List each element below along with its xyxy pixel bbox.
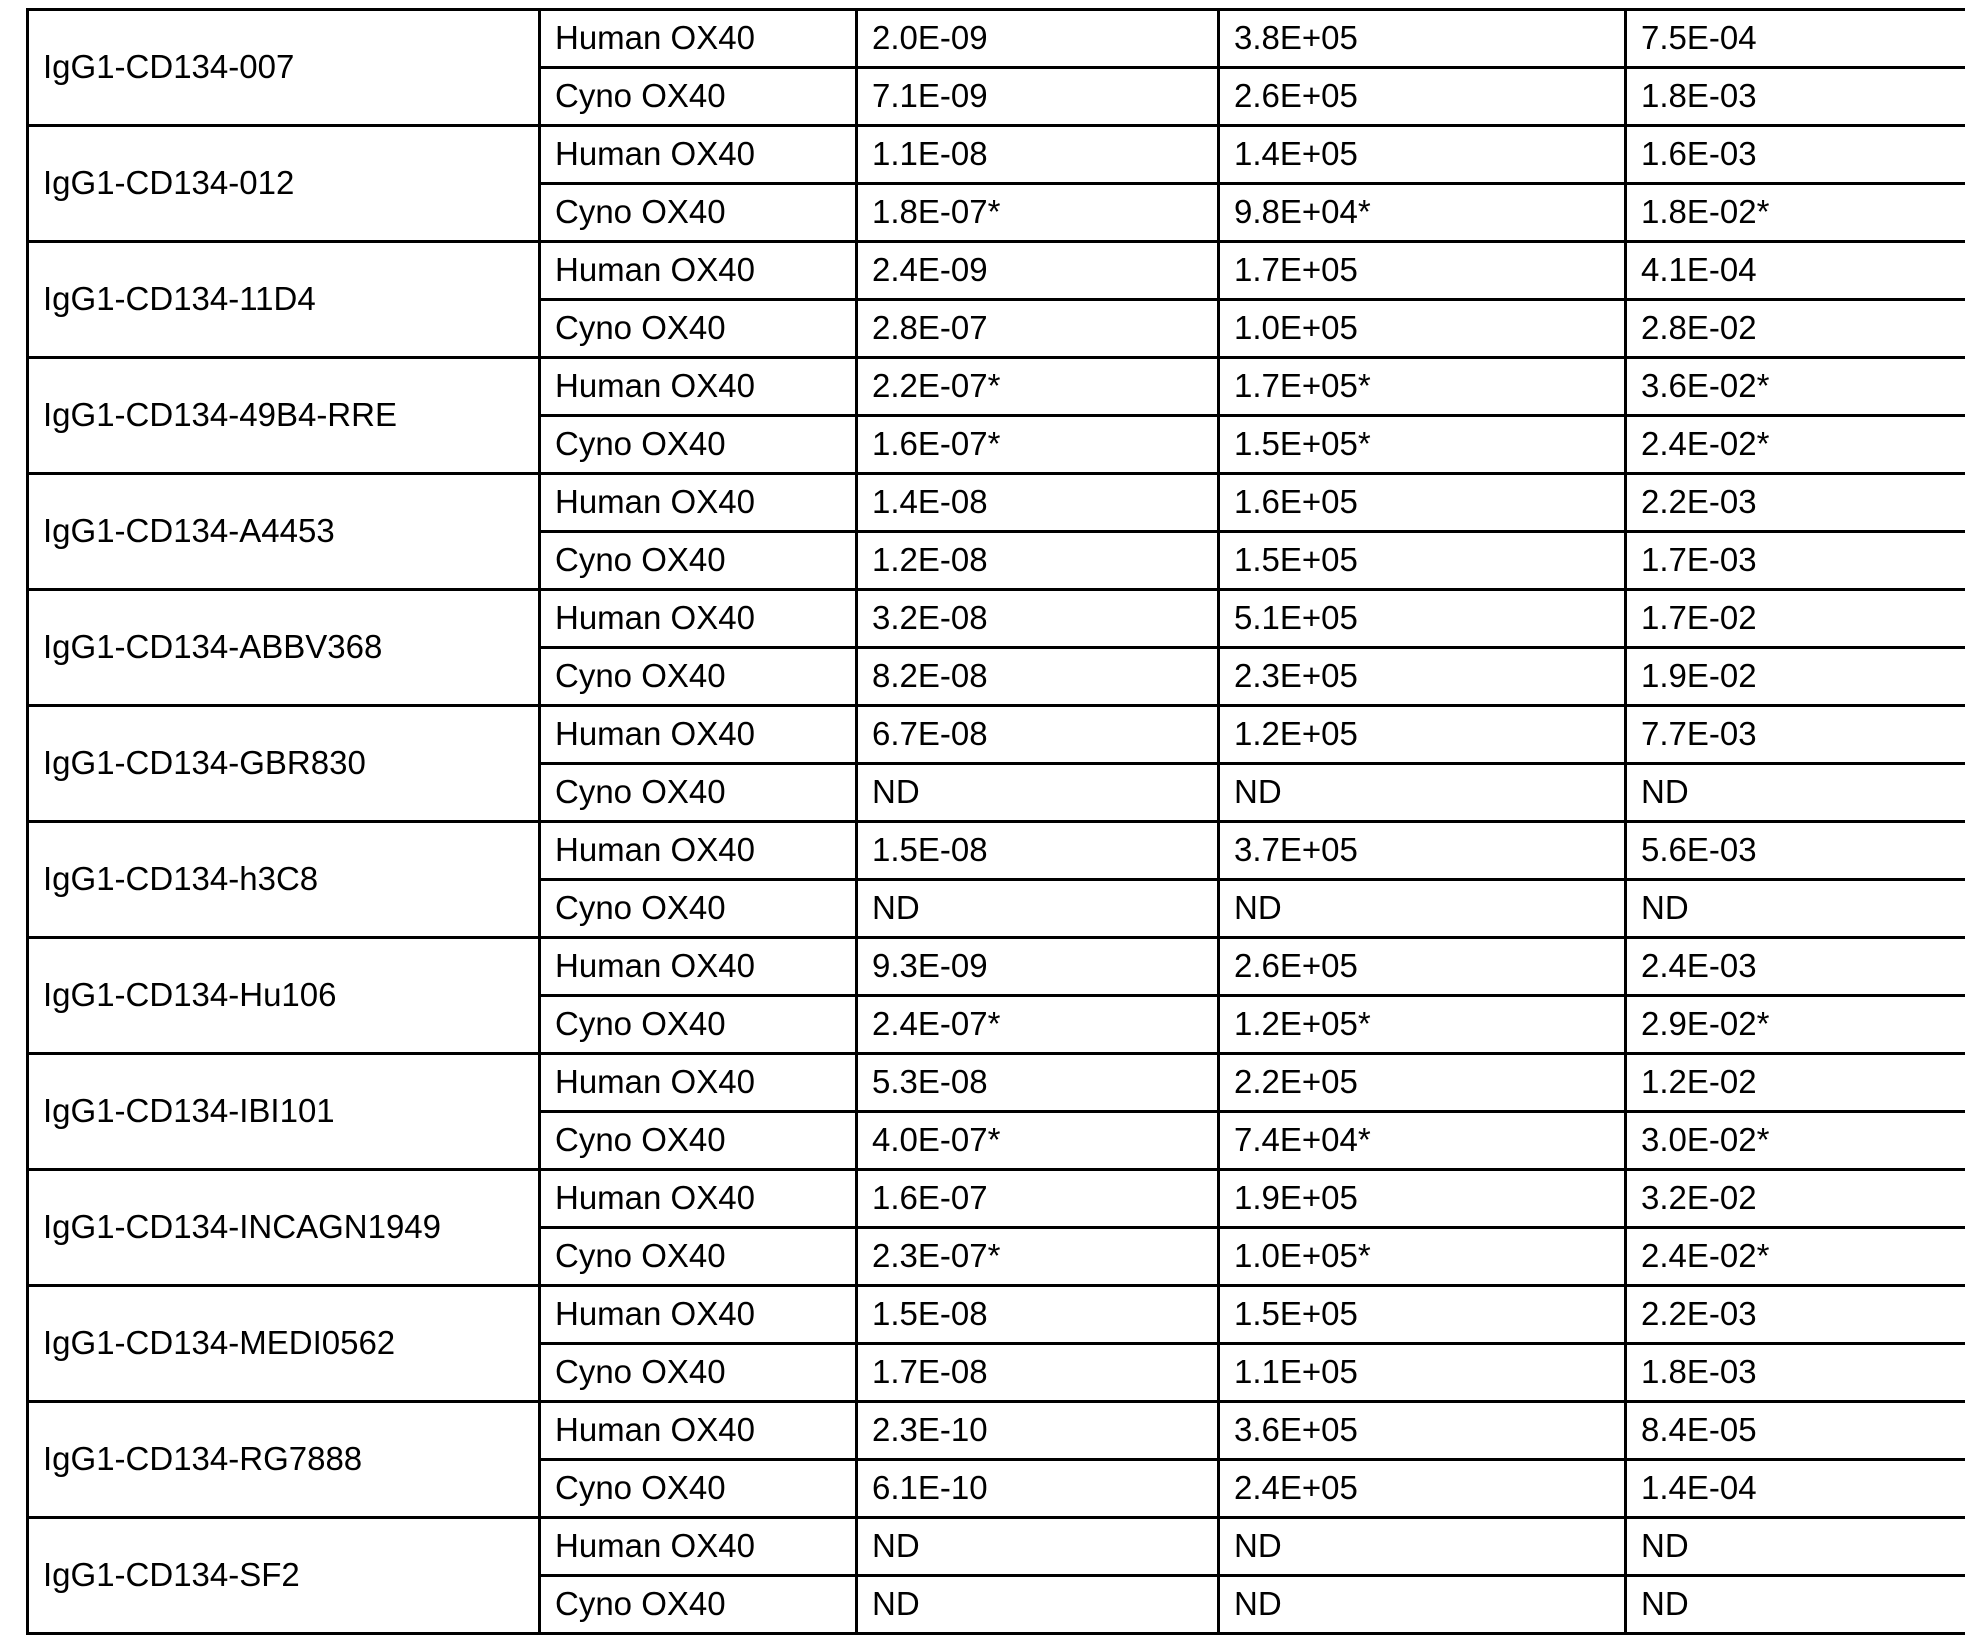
cell-kdis: 2.4E-02* [1626, 416, 1965, 474]
cell-species: Cyno OX40 [540, 648, 857, 706]
table-row [28, 1402, 1965, 1460]
cell-ka: 1.9E+05 [1219, 1170, 1626, 1228]
cell-species: Human OX40 [540, 706, 857, 764]
cell-kd: 1.5E-08 [857, 822, 1219, 880]
cell-ka: 3.7E+05 [1219, 822, 1626, 880]
cell-kd: 9.3E-09 [857, 938, 1219, 996]
cell-ka: 1.1E+05 [1219, 1344, 1626, 1402]
table-row [28, 1518, 1965, 1576]
cell-species: Cyno OX40 [540, 880, 857, 938]
cell-kd: ND [857, 880, 1219, 938]
cell-kd: ND [857, 1576, 1219, 1634]
cell-kdis: 1.4E-04 [1626, 1460, 1965, 1518]
cell-species: Human OX40 [540, 1170, 857, 1228]
table-row [28, 1286, 1965, 1344]
cell-species: Cyno OX40 [540, 532, 857, 590]
cell-ka: 1.7E+05 [1219, 242, 1626, 300]
cell-ka: 2.3E+05 [1219, 648, 1626, 706]
cell-kd: 2.4E-07* [857, 996, 1219, 1054]
cell-kdis: 1.9E-02 [1626, 648, 1965, 706]
cell-species: Human OX40 [540, 1402, 857, 1460]
cell-antibody: IgG1-CD134-GBR830 [28, 706, 540, 822]
cell-kdis: 1.8E-03 [1626, 68, 1965, 126]
cell-species: Cyno OX40 [540, 1344, 857, 1402]
cell-kd: 1.7E-08 [857, 1344, 1219, 1402]
cell-ka: 2.6E+05 [1219, 68, 1626, 126]
cell-ka: 1.6E+05 [1219, 474, 1626, 532]
page-footer-artifact [0, 1593, 1965, 1615]
cell-kdis: 1.8E-03 [1626, 1344, 1965, 1402]
cell-species: Human OX40 [540, 938, 857, 996]
table-row [28, 358, 1965, 416]
cell-kdis: 4.1E-04 [1626, 242, 1965, 300]
cell-antibody: IgG1-CD134-INCAGN1949 [28, 1170, 540, 1286]
cell-kd: 6.1E-10 [857, 1460, 1219, 1518]
cell-ka: 1.5E+05* [1219, 416, 1626, 474]
cell-ka: ND [1219, 1518, 1626, 1576]
cell-ka: 3.8E+05 [1219, 10, 1626, 68]
cell-kd: 1.5E-08 [857, 1286, 1219, 1344]
cell-kdis: 2.4E-03 [1626, 938, 1965, 996]
cell-antibody: IgG1-CD134-RG7888 [28, 1402, 540, 1518]
cell-antibody: IgG1-CD134-012 [28, 126, 540, 242]
cell-kd: 5.3E-08 [857, 1054, 1219, 1112]
cell-ka: 5.1E+05 [1219, 590, 1626, 648]
table-row [28, 590, 1965, 648]
cell-ka: ND [1219, 1576, 1626, 1634]
cell-kd: 1.1E-08 [857, 126, 1219, 184]
table-row [28, 126, 1965, 184]
cell-antibody: IgG1-CD134-49B4-RRE [28, 358, 540, 474]
cell-ka: 3.6E+05 [1219, 1402, 1626, 1460]
cell-species: Cyno OX40 [540, 416, 857, 474]
cell-antibody: IgG1-CD134-MEDI0562 [28, 1286, 540, 1402]
cell-kdis: 2.8E-02 [1626, 300, 1965, 358]
cell-ka: 1.0E+05 [1219, 300, 1626, 358]
table-row [28, 706, 1965, 764]
cell-kdis: 1.7E-03 [1626, 532, 1965, 590]
cell-species: Cyno OX40 [540, 1576, 857, 1634]
cell-species: Cyno OX40 [540, 764, 857, 822]
cell-antibody: IgG1-CD134-007 [28, 10, 540, 126]
cell-kd: ND [857, 764, 1219, 822]
cell-antibody: IgG1-CD134-A4453 [28, 474, 540, 590]
cell-kdis: ND [1626, 1518, 1965, 1576]
cell-species: Human OX40 [540, 1286, 857, 1344]
cell-species: Human OX40 [540, 822, 857, 880]
cell-kdis: ND [1626, 880, 1965, 938]
cell-ka: 2.2E+05 [1219, 1054, 1626, 1112]
cell-kdis: 2.4E-02* [1626, 1228, 1965, 1286]
cell-kd: 2.4E-09 [857, 242, 1219, 300]
cell-kd: 8.2E-08 [857, 648, 1219, 706]
cell-species: Cyno OX40 [540, 996, 857, 1054]
cell-antibody: IgG1-CD134-IBI101 [28, 1054, 540, 1170]
cell-antibody: IgG1-CD134-Hu106 [28, 938, 540, 1054]
cell-kd: 6.7E-08 [857, 706, 1219, 764]
cell-ka: 7.4E+04* [1219, 1112, 1626, 1170]
cell-ka: ND [1219, 880, 1626, 938]
cell-ka: 1.5E+05 [1219, 1286, 1626, 1344]
cell-species: Human OX40 [540, 1518, 857, 1576]
cell-kd: 1.8E-07* [857, 184, 1219, 242]
table-row [28, 474, 1965, 532]
cell-kdis: 7.5E-04 [1626, 10, 1965, 68]
cell-kdis: 3.2E-02 [1626, 1170, 1965, 1228]
cell-species: Cyno OX40 [540, 184, 857, 242]
cell-kdis: 1.2E-02 [1626, 1054, 1965, 1112]
cell-ka: 1.7E+05* [1219, 358, 1626, 416]
cell-kd: 2.3E-07* [857, 1228, 1219, 1286]
cell-kdis: 8.4E-05 [1626, 1402, 1965, 1460]
table-body [28, 10, 1965, 1634]
cell-kd: 2.2E-07* [857, 358, 1219, 416]
cell-species: Cyno OX40 [540, 1460, 857, 1518]
cell-species: Human OX40 [540, 242, 857, 300]
cell-kdis: 2.2E-03 [1626, 474, 1965, 532]
cell-kd: 1.6E-07 [857, 1170, 1219, 1228]
cell-kdis: 3.0E-02* [1626, 1112, 1965, 1170]
cell-species: Human OX40 [540, 10, 857, 68]
cell-antibody: IgG1-CD134-ABBV368 [28, 590, 540, 706]
cell-species: Human OX40 [540, 474, 857, 532]
binding-kinetics-table [26, 8, 1965, 1635]
cell-ka: 1.4E+05 [1219, 126, 1626, 184]
cell-species: Human OX40 [540, 358, 857, 416]
cell-kd: 2.8E-07 [857, 300, 1219, 358]
cell-kdis: 1.8E-02* [1626, 184, 1965, 242]
cell-ka: ND [1219, 764, 1626, 822]
cell-ka: 1.2E+05 [1219, 706, 1626, 764]
cell-kd: 7.1E-09 [857, 68, 1219, 126]
cell-kd: 3.2E-08 [857, 590, 1219, 648]
cell-kdis: 1.7E-02 [1626, 590, 1965, 648]
cell-kdis: 2.9E-02* [1626, 996, 1965, 1054]
cell-kd: 1.6E-07* [857, 416, 1219, 474]
cell-ka: 2.4E+05 [1219, 1460, 1626, 1518]
cell-species: Cyno OX40 [540, 1228, 857, 1286]
cell-kdis: ND [1626, 764, 1965, 822]
table-row [28, 1170, 1965, 1228]
cell-ka: 2.6E+05 [1219, 938, 1626, 996]
cell-kdis: 5.6E-03 [1626, 822, 1965, 880]
cell-kdis: 3.6E-02* [1626, 358, 1965, 416]
cell-species: Cyno OX40 [540, 1112, 857, 1170]
cell-ka: 1.0E+05* [1219, 1228, 1626, 1286]
cell-kd: 1.4E-08 [857, 474, 1219, 532]
table-row [28, 1054, 1965, 1112]
cell-ka: 9.8E+04* [1219, 184, 1626, 242]
cell-ka: 1.5E+05 [1219, 532, 1626, 590]
table-row [28, 822, 1965, 880]
cell-kd: 4.0E-07* [857, 1112, 1219, 1170]
table-row [28, 10, 1965, 68]
cell-species: Cyno OX40 [540, 68, 857, 126]
cell-species: Cyno OX40 [540, 300, 857, 358]
cell-kd: 2.0E-09 [857, 10, 1219, 68]
cell-kdis: ND [1626, 1576, 1965, 1634]
cell-kd: 2.3E-10 [857, 1402, 1219, 1460]
cell-kd: ND [857, 1518, 1219, 1576]
cell-ka: 1.2E+05* [1219, 996, 1626, 1054]
cell-species: Human OX40 [540, 590, 857, 648]
cell-antibody: IgG1-CD134-h3C8 [28, 822, 540, 938]
table-row [28, 242, 1965, 300]
cell-kdis: 2.2E-03 [1626, 1286, 1965, 1344]
table-row [28, 938, 1965, 996]
cell-species: Human OX40 [540, 1054, 857, 1112]
cell-antibody: IgG1-CD134-11D4 [28, 242, 540, 358]
cell-species: Human OX40 [540, 126, 857, 184]
cell-kd: 1.2E-08 [857, 532, 1219, 590]
cell-kdis: 7.7E-03 [1626, 706, 1965, 764]
cell-antibody: IgG1-CD134-SF2 [28, 1518, 540, 1634]
cell-kdis: 1.6E-03 [1626, 126, 1965, 184]
